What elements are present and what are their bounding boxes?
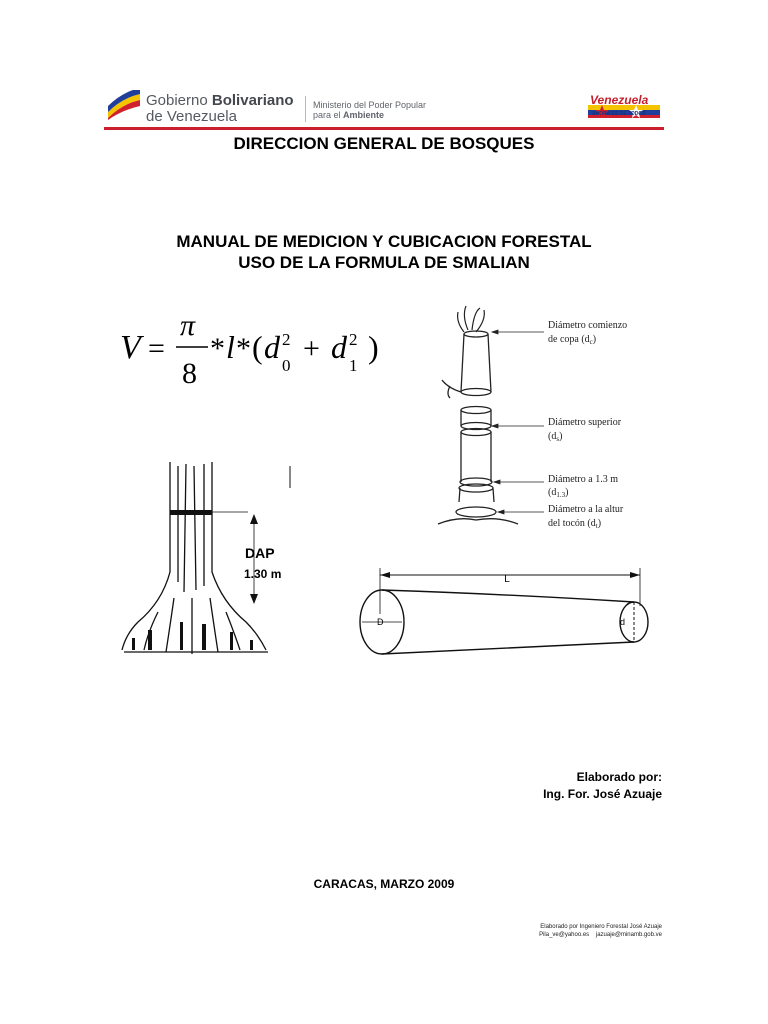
log-shape: [360, 590, 648, 654]
venezuela-logo-text: Venezuela: [590, 93, 649, 107]
header-rule: [104, 127, 664, 130]
gov-name: [146, 93, 294, 125]
author-name: Ing. For. José Azuaje: [543, 787, 662, 801]
label-upper-sub: s: [556, 435, 560, 443]
document-title: [0, 231, 768, 273]
trunk-dap-diagram: [118, 462, 300, 662]
gov-prefix: Gobierno: [146, 92, 208, 109]
dap-band: [170, 510, 212, 515]
formula-pi: π: [180, 309, 196, 342]
label-crown-sub: c: [589, 338, 593, 346]
formula-open-paren: (: [252, 329, 263, 365]
formula-d0-exp: 2: [282, 330, 291, 349]
arrow-right-icon: [630, 572, 640, 578]
label-dbh-line2: $(d_{1.3})$: [548, 487, 569, 499]
ministry-name: [313, 100, 426, 120]
label-upper-text: (d: [548, 431, 557, 442]
footer-line-2: [450, 932, 662, 938]
formula-d1: d: [331, 329, 347, 365]
dap-label: DAP: [245, 545, 275, 561]
institution-title: DIRECCION GENERAL DE BOSQUES: [233, 134, 535, 153]
gov-suffix: de Venezuela: [146, 108, 237, 125]
formula-d1-exp: 2: [349, 330, 358, 349]
footer-email-1[interactable]: Pila_ve@yahoo.es: [539, 932, 590, 938]
title-line-2: USO DE LA FORMULA DE SMALIAN: [238, 253, 530, 272]
formula-star-1: *: [210, 332, 225, 365]
footer-line-1: Elaborado por Ingeniero Forestal José Azuaje: [540, 924, 662, 930]
title-line-1: MANUAL DE MEDICION Y CUBICACION FORESTAL: [176, 232, 592, 251]
log-diagram: [344, 562, 662, 672]
label-stump-line2: del tocón $(d_t)$: [548, 518, 602, 530]
formula-volume: V: [120, 329, 141, 366]
label-dbh-text: (d: [548, 487, 557, 498]
label-crown-text: de copa (d: [548, 334, 590, 345]
ministry-line1: Ministerio del Poder Popular: [313, 100, 427, 110]
label-stump-text: del tocón (d: [548, 518, 596, 529]
arrow-left-icon: [380, 572, 390, 578]
gov-logo: [104, 90, 144, 120]
smalian-formula: [118, 305, 398, 395]
venezuela-flag-icon: [104, 90, 144, 120]
label-upper-line2: $(d_s)$: [548, 431, 563, 443]
footer-email-2[interactable]: jazuaje@minamb.gob.ve: [595, 932, 662, 938]
label-upper-line1: Diámetro superior: [548, 417, 622, 428]
header-separator: [305, 96, 306, 122]
arrow-down-icon: [250, 594, 258, 604]
label-stump-sub: t: [595, 522, 598, 530]
label-dbh-line1: Diámetro a 1.3 m: [548, 474, 618, 485]
label-crown-line1: Diámetro comienzo: [548, 320, 628, 331]
formula-equals: =: [148, 332, 165, 365]
ministry-prefix: para el: [313, 110, 341, 120]
elaborated-label: Elaborado por:: [576, 770, 662, 784]
label-stump-line1: Diámetro a la altur: [548, 504, 624, 515]
stem-diagram: [428, 302, 660, 530]
small-diameter-label: d: [620, 617, 626, 627]
formula-eight: 8: [182, 357, 197, 390]
arrow-up-icon: [250, 514, 258, 524]
formula-star-2: *: [236, 332, 251, 365]
formula-d0-sub: 0: [282, 356, 291, 375]
venezuela-slogan: AHORA ES DE TODOS: [592, 111, 646, 117]
stem-sections: [438, 331, 518, 524]
callout-lines: [492, 330, 544, 514]
dap-value: 1.30 m: [244, 567, 282, 581]
length-label: L: [504, 574, 510, 585]
formula-d1-sub: 1: [349, 356, 358, 375]
place-date: CARACAS, MARZO 2009: [313, 877, 455, 891]
formula-plus: +: [303, 332, 320, 365]
label-dbh-sub: 1.3: [556, 491, 566, 499]
ministry-bold: Ambiente: [343, 110, 385, 120]
label-crown-line2: de copa $(d_c)$: [548, 334, 597, 346]
big-diameter-label: D: [377, 617, 384, 627]
gov-bold: Bolivariano: [211, 92, 294, 109]
formula-close-paren: ): [368, 329, 379, 365]
tree-crown-icon: [458, 306, 485, 332]
formula-d0: d: [264, 329, 280, 365]
formula-length: l: [226, 329, 235, 365]
